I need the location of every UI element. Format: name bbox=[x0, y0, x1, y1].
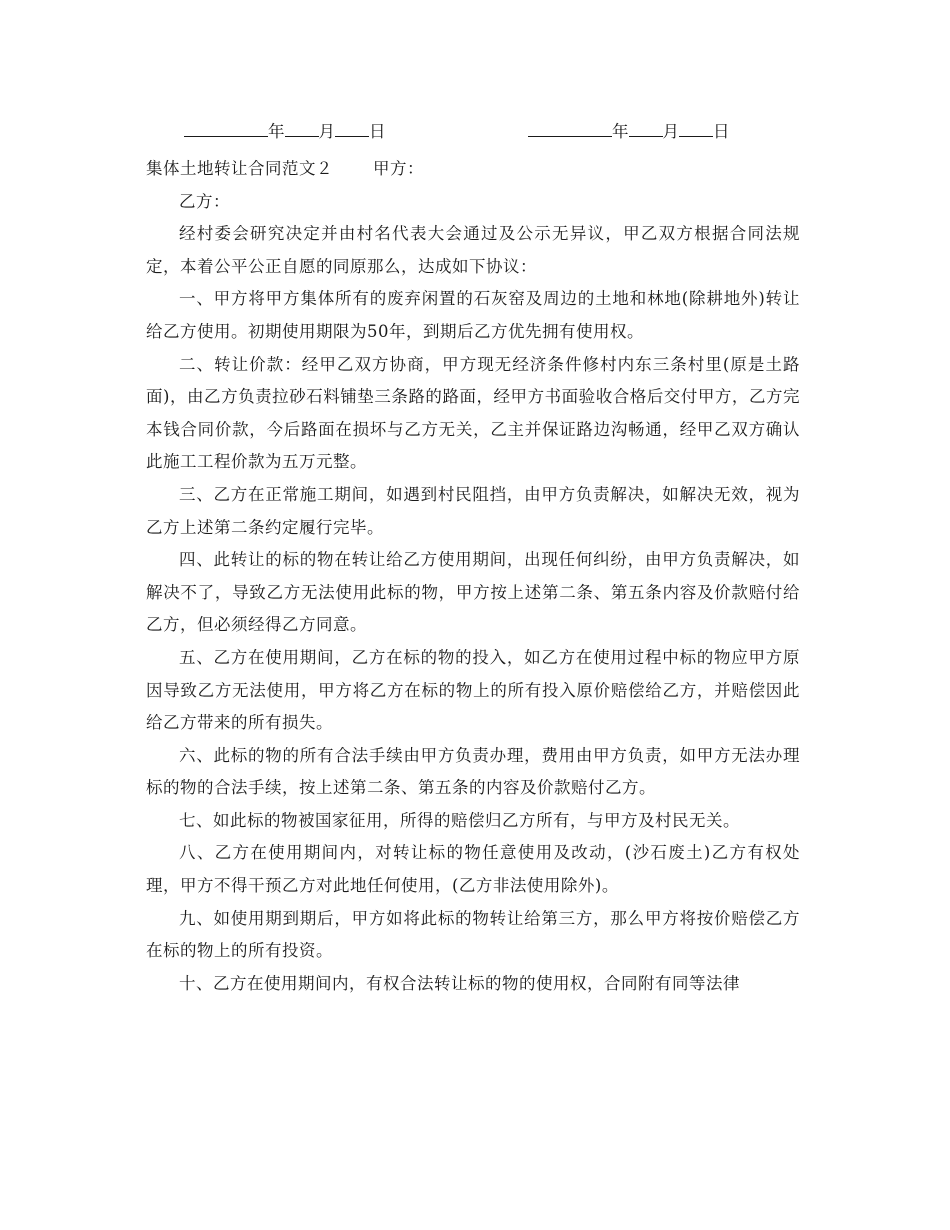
date-line-right bbox=[528, 120, 730, 143]
year-blank bbox=[528, 120, 612, 137]
paragraph: 经村委会研究决定并由村名代表大会通过及公示无异议，甲乙双方根据合同法规定，本着公平公正自愿的同原那么，达成如下协议： bbox=[146, 224, 800, 276]
month-label: 月 bbox=[662, 122, 679, 141]
clause-2: 二、转让价款：经甲乙双方协商，甲方现无经济条件修村内东三条村里(原是土路面)，由乙方负责拉砂石料铺垫三条路的路面，经甲方书面验收合格后交付甲方，乙方完本钱合同价款，今后路面在损坏与乙方无关，乙主并保证路边沟畅通，经甲乙双方确认此施工工程价款为五万元整。 bbox=[146, 354, 800, 472]
clause-3: 三、乙方在正常施工期间，如遇到村民阻挡，由甲方负责解决，如解决无效，视为乙方上述第二条约定履行完毕。 bbox=[146, 484, 800, 537]
clause-8: 八、乙方在使用期间内，对转让标的物任意使用及改动，(沙石废土)乙方有权处理，甲方不得干预乙方对此地任何使用，(乙方非法使用除外)。 bbox=[146, 843, 800, 896]
month-label: 月 bbox=[318, 122, 335, 141]
year-label: 年 bbox=[268, 122, 285, 141]
title-row bbox=[146, 153, 800, 186]
clause-4: 四、此转让的标的物在转让给乙方使用期间，出现任何纠纷，由甲方负责解决，如解决不了，导致乙方无法使用此标的物，甲方按上述第二条、第五条内容及价款赔付给乙方，但必须经得乙方同意。 bbox=[146, 550, 800, 635]
month-blank bbox=[285, 120, 319, 137]
clause-6: 六、此标的物的所有合法手续由甲方负责办理，费用由甲方负责，如甲方无法办理标的物的合法手续，按上述第二条、第五条的内容及价款赔付乙方。 bbox=[146, 745, 800, 798]
party-b-label: 乙方： bbox=[179, 191, 230, 211]
year-label: 年 bbox=[612, 122, 629, 141]
day-label: 日 bbox=[369, 122, 386, 141]
day-blank bbox=[335, 120, 369, 137]
contract-body bbox=[146, 153, 800, 1000]
year-blank bbox=[184, 120, 268, 137]
document-title: 集体土地转让合同范文２ bbox=[146, 159, 333, 178]
clause-10: 十、乙方在使用期间内，有权合法转让标的物的使用权，合同附有同等法律 bbox=[179, 973, 740, 993]
month-blank bbox=[629, 120, 663, 137]
clause-7: 七、如此标的物被国家征用，所得的赔偿归乙方所有，与甲方及村民无关。 bbox=[179, 810, 740, 830]
day-label: 日 bbox=[713, 122, 730, 141]
clause-9: 九、如使用期到期后，甲方如将此标的物转让给第三方，那么甲方将按价赔偿乙方在标的物上的所有投资。 bbox=[146, 908, 800, 961]
party-a-label: 甲方： bbox=[373, 159, 424, 178]
day-blank bbox=[679, 120, 713, 137]
date-line-left bbox=[184, 120, 386, 143]
clause-1: 一、甲方将甲方集体所有的废弃闲置的石灰窑及周边的土地和林地(除耕地外)转让给乙方使用。初期使用期限为50年，到期后乙方优先拥有使用权。 bbox=[146, 289, 800, 341]
clause-5: 五、乙方在使用期间，乙方在标的物的投入，如乙方在使用过程中标的物应甲方原因导致乙方无法使用，甲方将乙方在标的物上的所有投入原价赔偿给乙方，并赔偿因此给乙方带来的所有损失。 bbox=[146, 647, 800, 733]
